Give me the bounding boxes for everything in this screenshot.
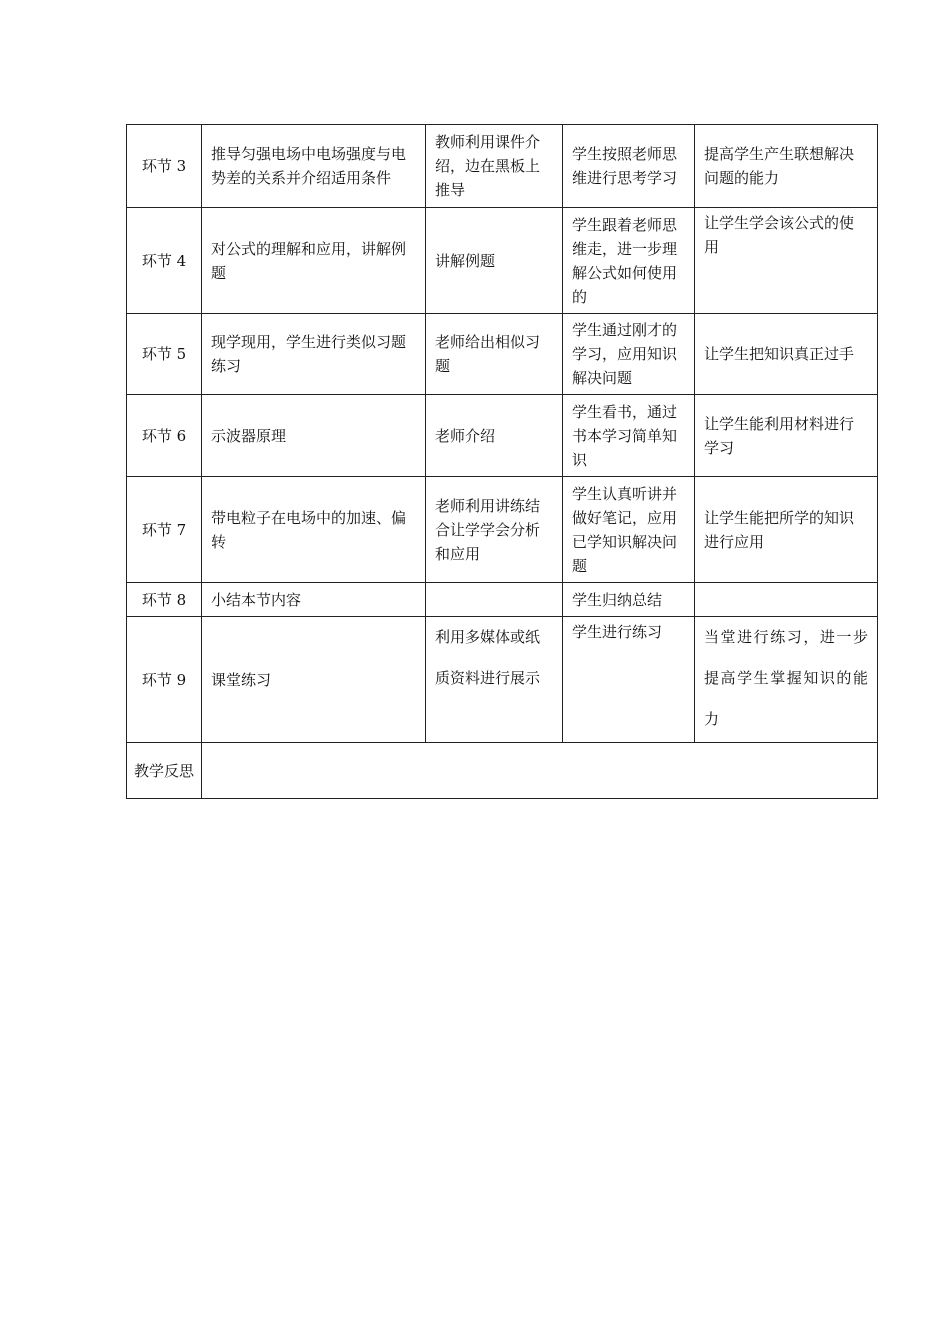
content-cell: 示波器原理	[202, 395, 426, 477]
teacher-activity-cell: 讲解例题	[426, 208, 563, 314]
content-cell: 带电粒子在电场中的加速、偏转	[202, 477, 426, 583]
teacher-activity-cell: 老师介绍	[426, 395, 563, 477]
table-row	[127, 583, 878, 617]
teacher-activity-cell: 利用多媒体或纸质资料进行展示	[426, 617, 563, 743]
reflection-label: 教学反思	[127, 743, 202, 799]
goal-cell: 让学生能把所学的知识进行应用	[695, 477, 878, 583]
content-cell: 小结本节内容	[202, 583, 426, 617]
goal-cell: 让学生能利用材料进行学习	[695, 395, 878, 477]
table-row	[127, 208, 878, 314]
table-row	[127, 125, 878, 208]
student-activity-cell: 学生通过刚才的学习，应用知识解决问题	[563, 314, 695, 395]
teacher-activity-cell: 老师给出相似习题	[426, 314, 563, 395]
table-row	[127, 477, 878, 583]
stage-cell: 环节 6	[127, 395, 202, 477]
goal-cell: 当堂进行练习，进一步提高学生掌握知识的能力	[695, 617, 878, 743]
goal-cell: 让学生把知识真正过手	[695, 314, 878, 395]
teacher-activity-cell: 教师利用课件介绍，边在黑板上推导	[426, 125, 563, 208]
stage-cell: 环节 5	[127, 314, 202, 395]
content-cell: 课堂练习	[202, 617, 426, 743]
student-activity-cell: 学生跟着老师思维走，进一步理解公式如何使用的	[563, 208, 695, 314]
student-activity-cell: 学生归纳总结	[563, 583, 695, 617]
stage-cell: 环节 8	[127, 583, 202, 617]
stage-cell: 环节 3	[127, 125, 202, 208]
teacher-activity-cell	[426, 583, 563, 617]
student-activity-cell: 学生看书，通过书本学习简单知识	[563, 395, 695, 477]
lesson-plan-table	[126, 124, 878, 799]
table-row	[127, 314, 878, 395]
content-cell: 现学现用，学生进行类似习题练习	[202, 314, 426, 395]
table-row	[127, 617, 878, 743]
stage-cell: 环节 4	[127, 208, 202, 314]
student-activity-cell: 学生按照老师思维进行思考学习	[563, 125, 695, 208]
goal-cell	[695, 583, 878, 617]
stage-cell: 环节 9	[127, 617, 202, 743]
reflection-row	[127, 743, 878, 799]
reflection-content	[202, 743, 878, 799]
stage-cell: 环节 7	[127, 477, 202, 583]
goal-cell: 提高学生产生联想解决问题的能力	[695, 125, 878, 208]
table-row	[127, 395, 878, 477]
content-cell: 推导匀强电场中电场强度与电势差的关系并介绍适用条件	[202, 125, 426, 208]
goal-cell: 让学生学会该公式的使用	[695, 208, 878, 314]
content-cell: 对公式的理解和应用，讲解例题	[202, 208, 426, 314]
student-activity-cell: 学生进行练习	[563, 617, 695, 743]
student-activity-cell: 学生认真听讲并做好笔记，应用已学知识解决问题	[563, 477, 695, 583]
teacher-activity-cell: 老师利用讲练结合让学学会分析和应用	[426, 477, 563, 583]
